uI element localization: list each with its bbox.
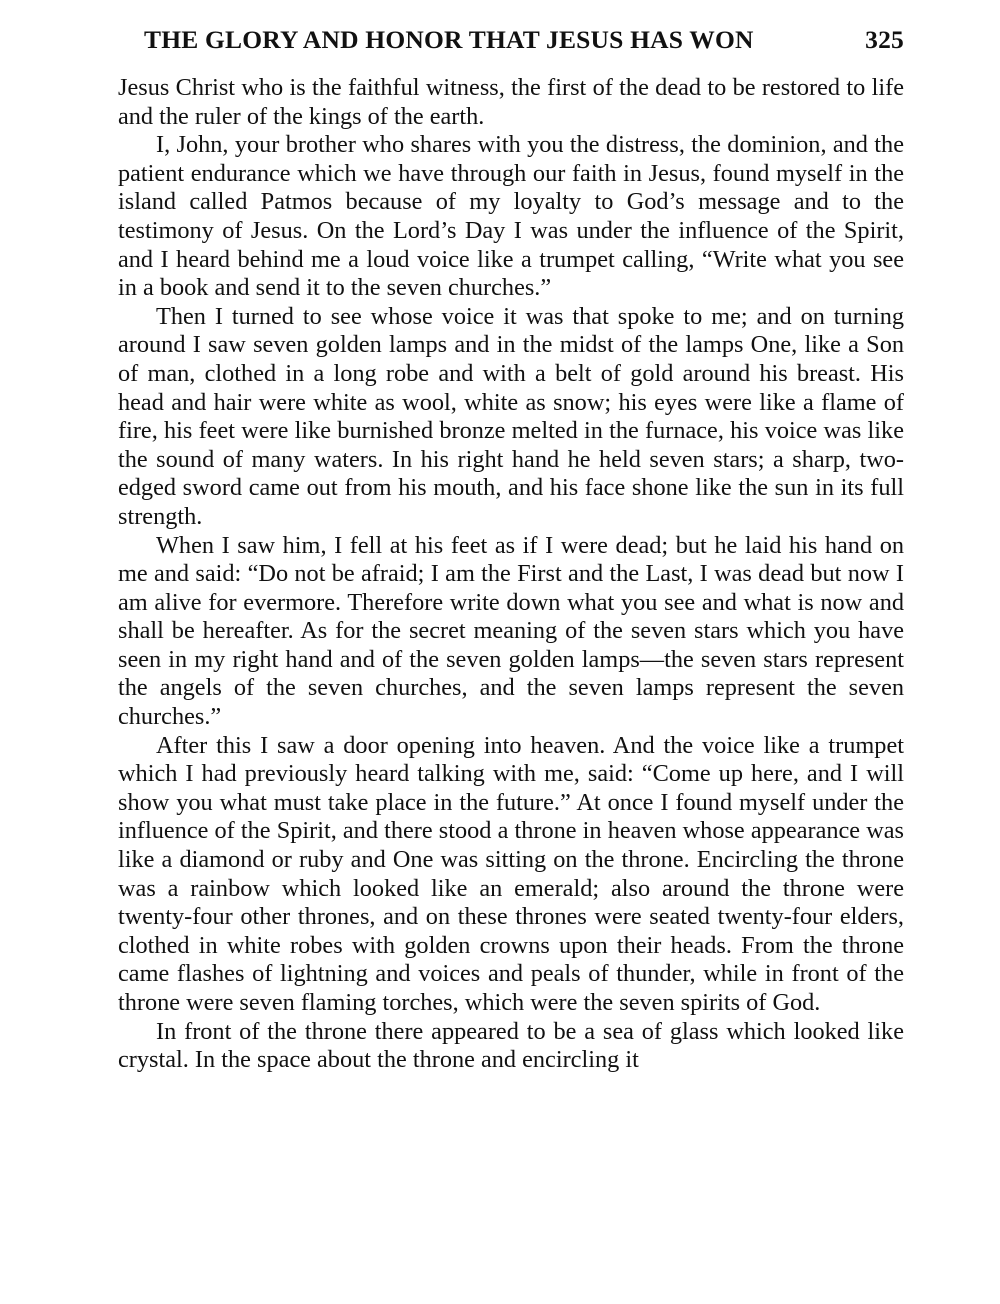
paragraph-1: Jesus Christ who is the faithful witness, the first of the dead to be restored to life and the ruler of the kings of the earth.	[118, 74, 904, 130]
paragraph-4: When I saw him, I fell at his feet as if I were dead; but he laid his hand on me and said: “Do not be afraid; I am the First and the Last, I was dead but now I am alive for evermore. Therefore write down what you see and what is now and shall be hereafter. As for the secret meaning of the seven stars which you have seen in my right hand and of the seven golden lamps—the seven stars represent the angels of the seven churches, and the seven lamps represent the seven churches.”	[118, 531, 904, 731]
paragraph-2: I, John, your brother who shares with you the distress, the dominion, and the patient endurance which we have through our faith in Jesus, found myself in the island called Patmos because of my loyalty to God’s message and to the testimony of Jesus. On the Lord’s Day I was under the influence of the Spirit, and I heard behind me a loud voice like a trumpet calling, “Write what you see in a book and send it to the seven churches.”	[118, 131, 904, 302]
body-text	[118, 74, 904, 1075]
paragraph-6: In front of the throne there appeared to be a sea of glass which looked like crystal. In the space about the throne and encircling it	[118, 1017, 904, 1074]
running-head	[144, 20, 904, 60]
paragraph-3: Then I turned to see whose voice it was that spoke to me; and on turning around I saw seven golden lamps and in the midst of the lamps One, like a Son of man, clothed in a long robe and with a belt of gold around his breast. His head and hair were white as wool, white as snow; his eyes were like a flame of fire, his feet were like burnished bronze melted in the furnace, his voice was like the sound of many waters. In his right hand he held seven stars; a sharp, two-edged sword came out from his mouth, and his face shone like the sun in its full strength.	[118, 302, 904, 530]
running-title: THE GLORY AND HONOR THAT JESUS HAS WON	[144, 25, 754, 54]
paragraph-5: After this I saw a door opening into heaven. And the voice like a trumpet which I had previously heard talking with me, said: “Come up here, and I will show you what must take place in the future.” At once I found myself under the influence of the Spirit, and there stood a throne in heaven whose appearance was like a diamond or ruby and One was sitting on the throne. Encircling the throne was a rainbow which looked like an emerald; also around the throne were twenty-four other thrones, and on these thrones were seated twenty-four elders, clothed in white robes with golden crowns upon their heads. From the throne came flashes of lightning and voices and peals of thunder, while in front of the throne were seven flaming torches, which were the seven spirits of God.	[118, 731, 904, 1016]
page-number: 325	[865, 25, 904, 54]
book-page	[118, 20, 904, 1075]
